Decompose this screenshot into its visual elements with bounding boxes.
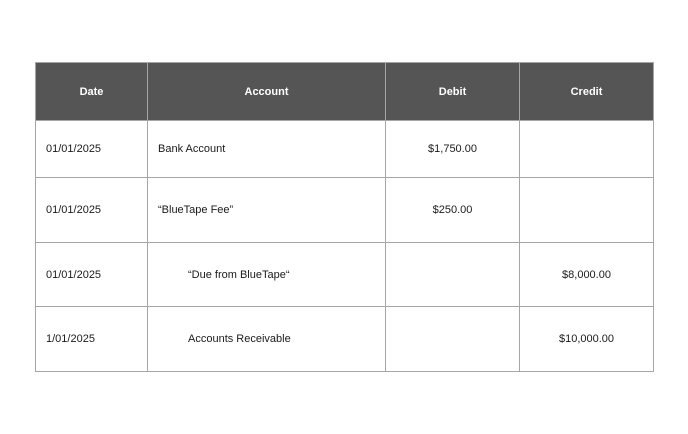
account-cell: “BlueTape Fee”	[148, 178, 386, 243]
debit-cell	[386, 307, 520, 372]
debit-cell	[386, 243, 520, 307]
date-cell: 01/01/2025	[36, 178, 148, 243]
account-cell: Bank Account	[148, 121, 386, 178]
account-cell: Accounts Receivable	[148, 307, 386, 372]
table-row	[36, 307, 654, 372]
header-row	[36, 63, 654, 121]
date-column-header: Date	[36, 63, 148, 121]
date-cell: 01/01/2025	[36, 121, 148, 178]
debit-cell: $250.00	[386, 178, 520, 243]
table-body	[36, 121, 654, 372]
date-cell: 1/01/2025	[36, 307, 148, 372]
debit-column-header: Debit	[386, 63, 520, 121]
date-cell: 01/01/2025	[36, 243, 148, 307]
table-row	[36, 121, 654, 178]
credit-cell	[520, 121, 654, 178]
account-cell: “Due from BlueTape“	[148, 243, 386, 307]
credit-cell: $10,000.00	[520, 307, 654, 372]
journal-entry-table	[35, 62, 654, 372]
debit-cell: $1,750.00	[386, 121, 520, 178]
credit-cell	[520, 178, 654, 243]
table-row	[36, 178, 654, 243]
table-row	[36, 243, 654, 307]
table-header	[36, 63, 654, 121]
credit-column-header: Credit	[520, 63, 654, 121]
account-column-header: Account	[148, 63, 386, 121]
credit-cell: $8,000.00	[520, 243, 654, 307]
